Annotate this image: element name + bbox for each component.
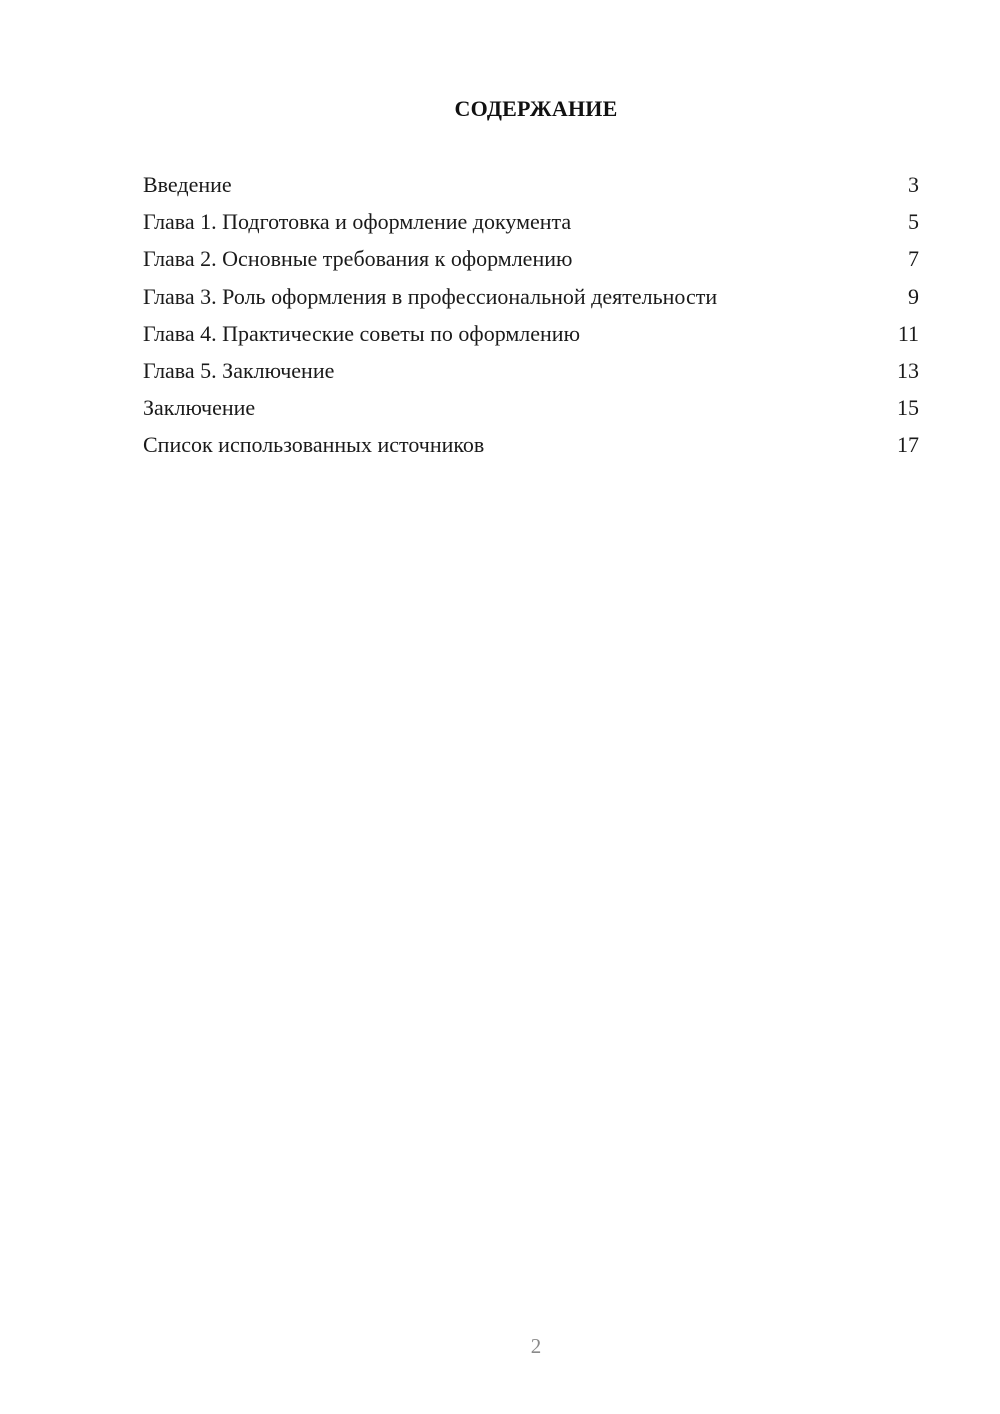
toc-entry — [143, 393, 919, 430]
toc-entry-page: 7 — [908, 246, 919, 272]
toc-entry-page: 17 — [897, 432, 919, 458]
toc-entry-label: Глава 2. Основные требования к оформлению — [143, 246, 573, 272]
toc-entry — [143, 319, 919, 356]
toc-entry — [143, 430, 919, 467]
toc-entry-page: 11 — [897, 320, 919, 346]
toc-entry — [143, 244, 919, 281]
toc-entry — [143, 170, 919, 207]
toc-entry-label: Глава 5. Заключение — [143, 357, 335, 383]
toc-entry — [143, 207, 919, 244]
toc-entry-label: Глава 3. Роль оформления в профессиональной деятельности — [143, 283, 718, 309]
toc-entry-label: Введение — [143, 172, 232, 197]
toc-entry-label: Заключение — [143, 395, 256, 421]
toc-entry-page: 9 — [908, 283, 919, 309]
toc-entry-page: 15 — [897, 395, 919, 421]
toc-entry-page: 13 — [897, 357, 919, 383]
toc-list — [143, 170, 919, 468]
toc-entry — [143, 356, 919, 393]
toc-entry-label: Глава 1. Подготовка и оформление документа — [143, 209, 572, 235]
toc-title: СОДЕРЖАНИЕ — [454, 96, 618, 121]
toc-entry — [143, 282, 919, 319]
page-number: 2 — [530, 1334, 542, 1358]
toc-entry-label: Глава 4. Практические советы по оформлению — [143, 320, 581, 346]
toc-entry-page: 3 — [908, 172, 919, 197]
toc-entry-page: 5 — [908, 209, 919, 235]
toc-entry-label: Список использованных источников — [143, 432, 485, 458]
